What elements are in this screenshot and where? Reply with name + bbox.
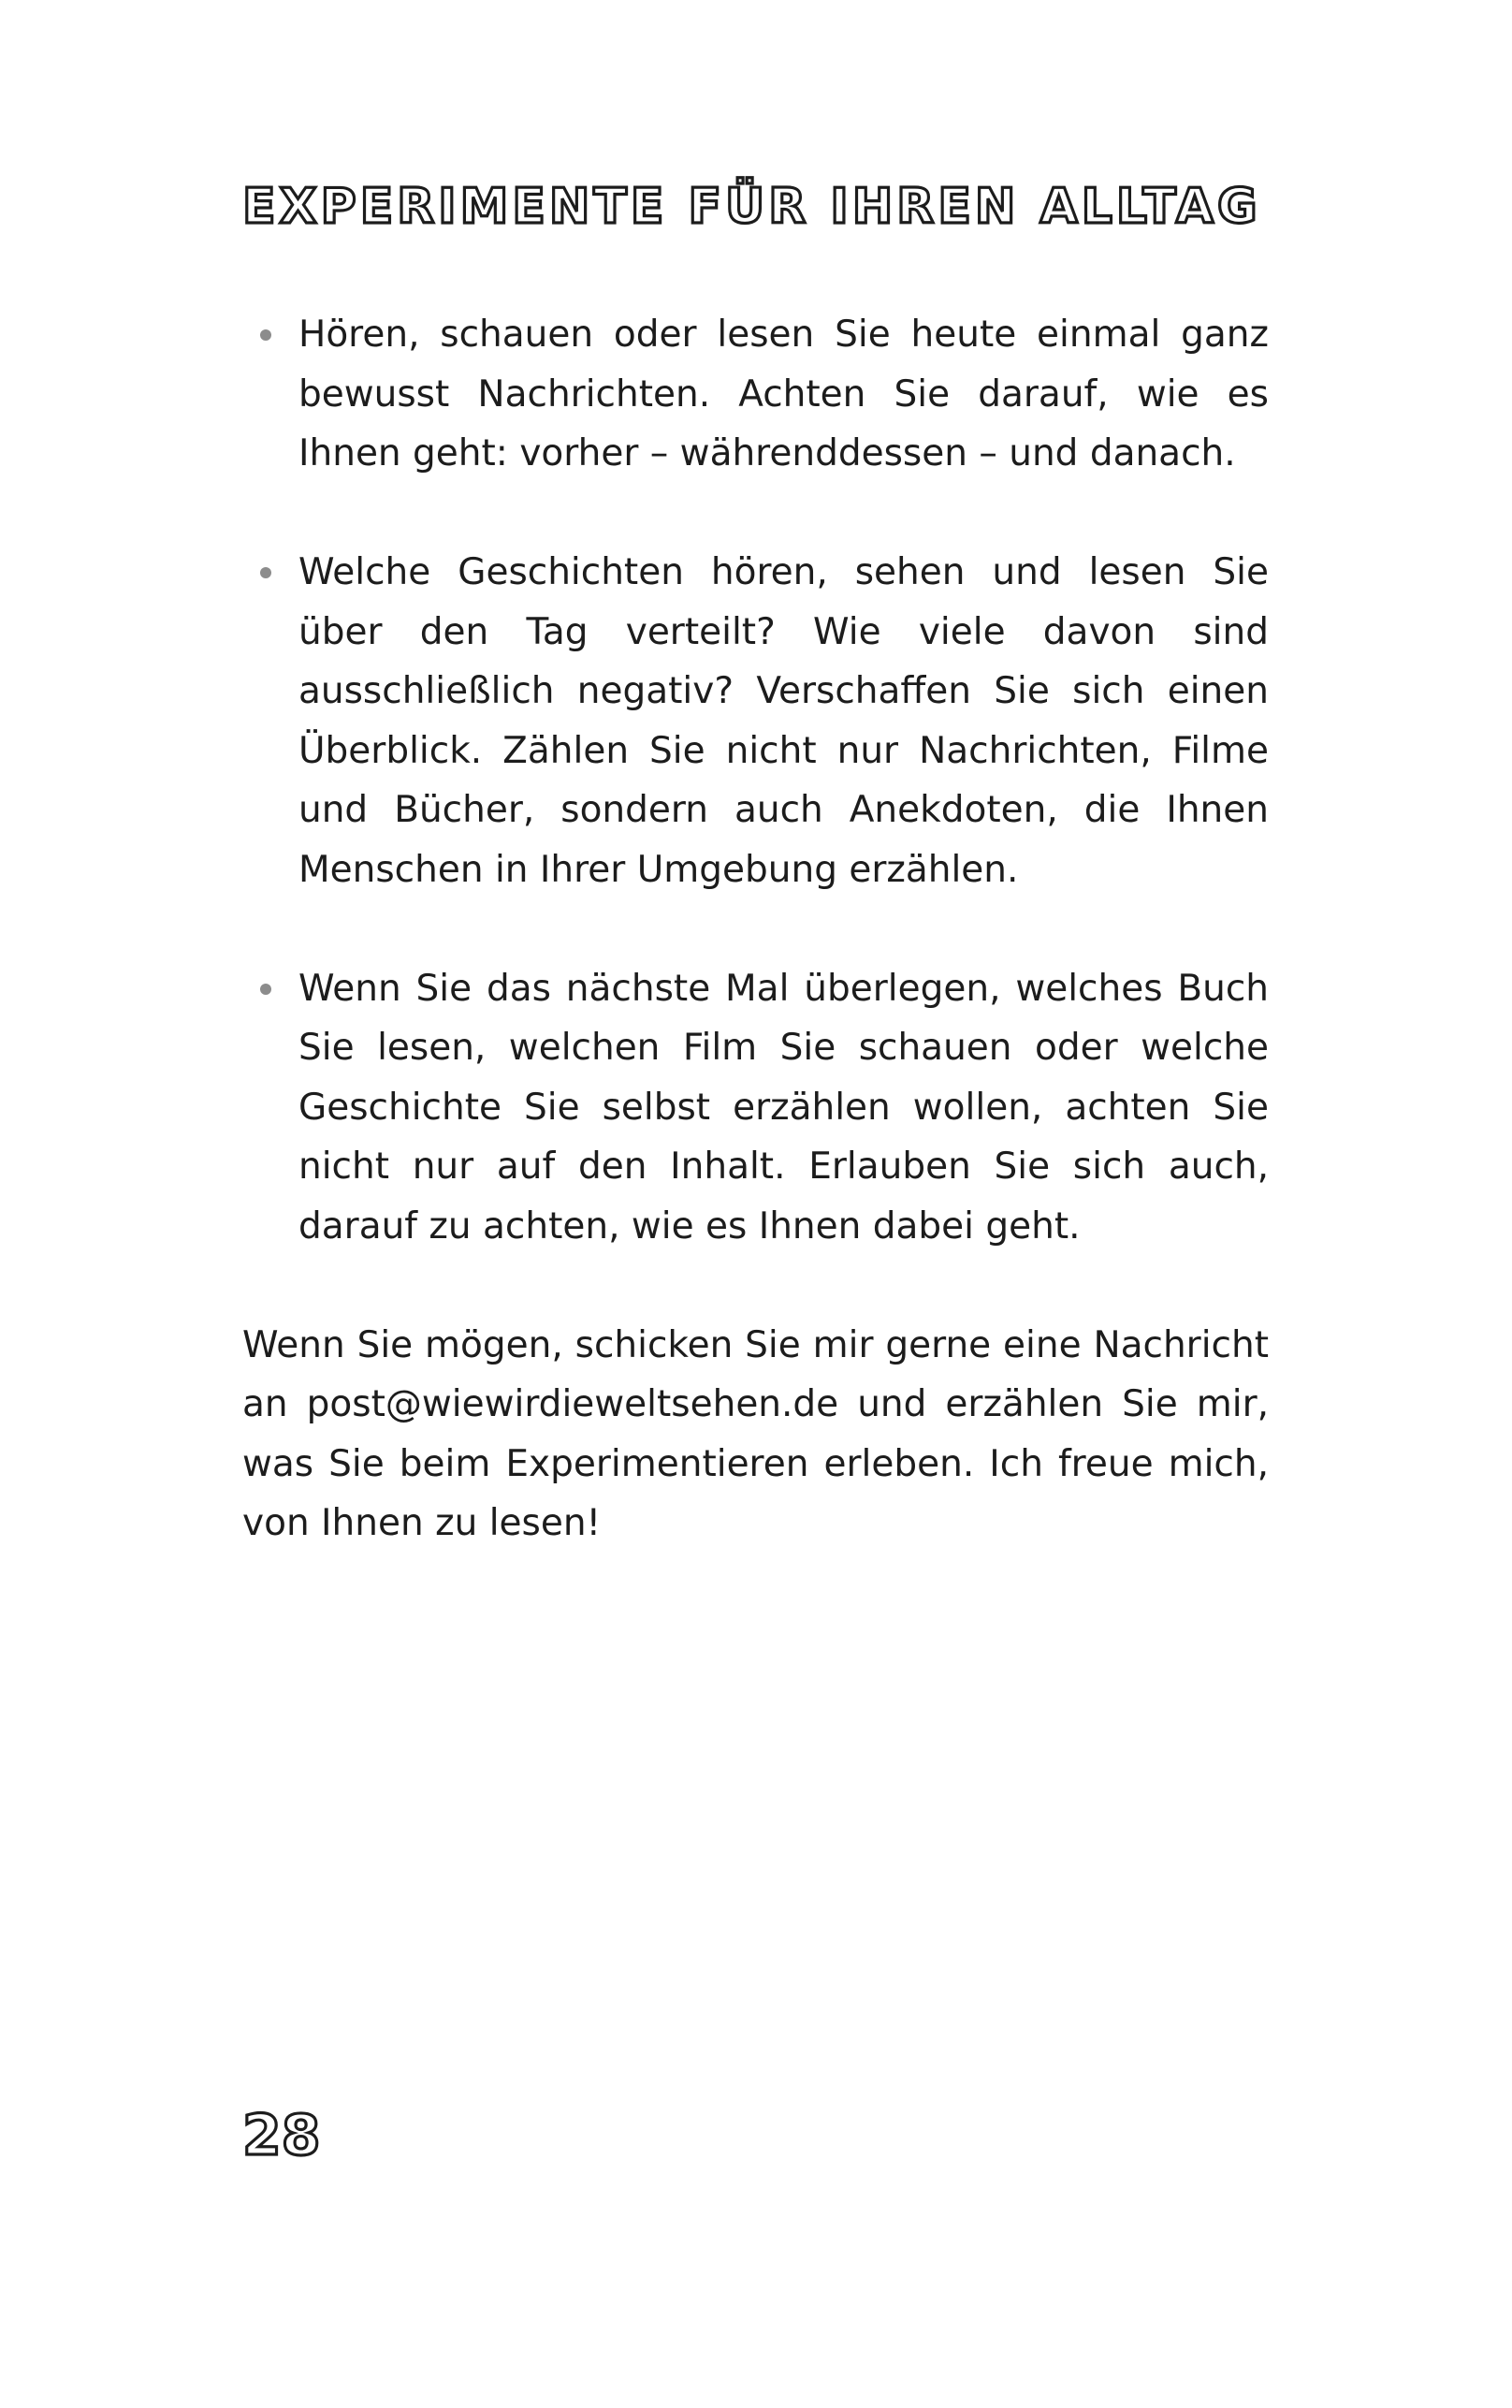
page-content xyxy=(242,305,1269,1554)
list-item-text: Wenn Sie das nächste Mal überlegen, welches Buch Sie lesen, welchen Film Sie schauen oder welche Geschichte Sie selbst erzählen wollen, achten Sie nicht nur auf den Inhalt. Erlauben Sie sich auch, darauf zu achten, wie es Ihnen dabei geht. xyxy=(298,967,1269,1248)
page-number: 28 xyxy=(242,2103,321,2168)
experiment-list xyxy=(242,305,1269,1256)
bullet-dot-icon xyxy=(260,329,271,341)
list-item xyxy=(242,959,1269,1257)
page-heading: EXPERIMENTE FÜR IHREN ALLTAG xyxy=(242,179,1261,235)
bullet-dot-icon xyxy=(260,567,271,578)
list-item-text: Hören, schauen oder lesen Sie heute einmal ganz bewusst Nachrichten. Achten Sie darauf, wie es Ihnen geht: vorher – währenddessen – und danach. xyxy=(298,314,1269,474)
bullet-dot-icon xyxy=(260,984,271,995)
list-item-text: Welche Geschichten hören, sehen und lesen Sie über den Tag verteilt? Wie viele davon sind ausschließlich negativ? Verschaffen Sie sich einen Überblick. Zählen Sie nicht nur Nachrichten, Filme und Bücher, sondern auch Anekdoten, die Ihnen Menschen in Ihrer Umgebung erzählen. xyxy=(298,551,1269,891)
closing-paragraph: Wenn Sie mögen, schicken Sie mir gerne eine Nachricht an post@wiewirdieweltsehen.de und erzählen Sie mir, was Sie beim Experimentieren erleben. Ich freue mich, von Ihnen zu lesen! xyxy=(242,1323,1269,1544)
list-item xyxy=(242,305,1269,484)
list-item xyxy=(242,543,1269,899)
